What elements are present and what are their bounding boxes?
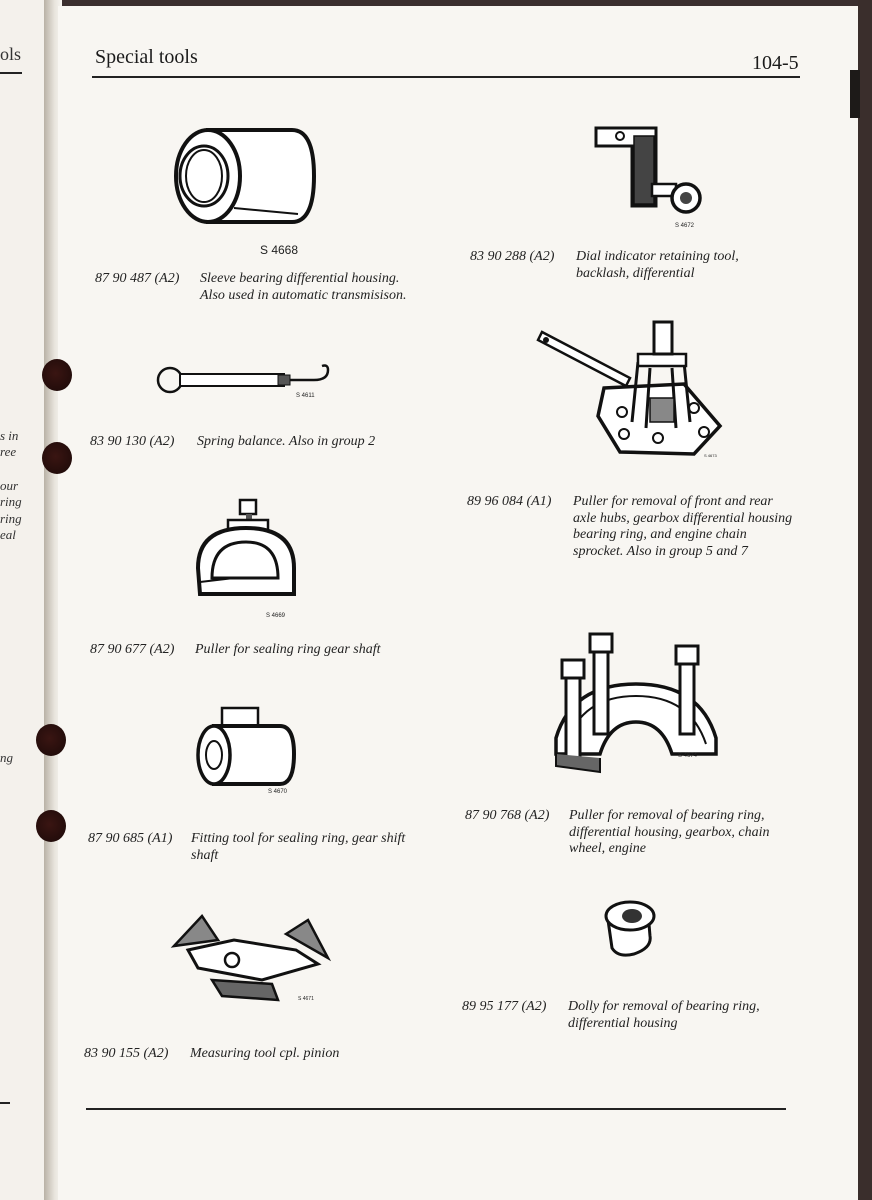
part-number: 87 90 487 (A2) bbox=[95, 271, 180, 286]
tool-description: Puller for sealing ring gear shaft bbox=[195, 642, 381, 657]
figure-label: S 4670 bbox=[268, 789, 288, 795]
figure-label: S 4673 bbox=[704, 453, 717, 458]
prev-page-rule bbox=[0, 72, 22, 74]
tool-description: Measuring tool cpl. pinion bbox=[190, 1046, 340, 1061]
figure-label: S 4674 bbox=[678, 753, 698, 759]
tool-description: Puller for removal of front and rear axle hubs, gearbox differential housing bearing ring, and engine chain sprocket. Also in group 5 and 7 bbox=[573, 494, 793, 559]
index-tab bbox=[850, 70, 860, 118]
part-number: 83 90 155 (A2) bbox=[84, 1046, 169, 1061]
sleeve-bearing-figure bbox=[168, 122, 320, 234]
part-number: 89 96 084 (A1) bbox=[467, 494, 552, 509]
header-rule bbox=[92, 76, 800, 78]
prev-page-fragment: ree bbox=[0, 444, 17, 459]
tool-description: Spring balance. Also in group 2 bbox=[197, 434, 376, 449]
part-number: 83 90 288 (A2) bbox=[470, 249, 555, 264]
part-number: 87 90 685 (A1) bbox=[88, 831, 173, 846]
binder-hole bbox=[36, 810, 66, 842]
bearing-ring-puller-figure bbox=[552, 626, 720, 774]
previous-page-edge bbox=[0, 0, 45, 1200]
prev-page-fragment: ng bbox=[0, 750, 13, 765]
tool-description: Dial indicator retaining tool, backlash, differential bbox=[576, 249, 739, 281]
prev-page-fragment: ring bbox=[0, 494, 22, 509]
prev-page-rule bbox=[0, 1102, 10, 1104]
fitting-tool-figure bbox=[196, 706, 296, 796]
part-number: 89 95 177 (A2) bbox=[462, 999, 547, 1014]
page-title: Special tools bbox=[95, 46, 198, 68]
dolly-figure bbox=[602, 898, 660, 960]
binder-hole bbox=[42, 359, 72, 391]
prev-page-fragment: ring bbox=[0, 511, 22, 526]
hub-puller-figure bbox=[534, 318, 726, 462]
tool-description: Puller for removal of bearing ring, differential housing, gearbox, chain wheel, engine bbox=[569, 808, 770, 856]
measuring-tool-figure bbox=[168, 910, 332, 1006]
prev-page-fragment: our bbox=[0, 478, 19, 493]
figure-label: S 4672 bbox=[675, 223, 695, 229]
binder-hole bbox=[36, 724, 66, 756]
figure-label: S 4671 bbox=[298, 996, 314, 1002]
part-number: 83 90 130 (A2) bbox=[90, 434, 175, 449]
binder-hole bbox=[42, 442, 72, 474]
prev-page-fragment: eal bbox=[0, 527, 16, 542]
tool-description: Sleeve bearing differential housing. Also used in automatic transmisison. bbox=[200, 271, 407, 303]
tool-description: Fitting tool for sealing ring, gear shift shaft bbox=[191, 831, 406, 863]
tool-description: Dolly for removal of bearing ring, differential housing bbox=[568, 999, 760, 1031]
prev-page-fragment: ols bbox=[0, 44, 22, 64]
figure-label: S 4668 bbox=[260, 243, 299, 257]
figure-label: S 4611 bbox=[296, 393, 315, 399]
sealing-ring-puller-figure bbox=[190, 494, 302, 606]
footer-rule bbox=[86, 1108, 786, 1110]
dial-indicator-retainer-figure bbox=[590, 124, 706, 218]
prev-page-fragment: s in bbox=[0, 428, 19, 443]
part-number: 87 90 677 (A2) bbox=[90, 642, 175, 657]
page-number: 104-5 bbox=[752, 52, 799, 74]
page-edge bbox=[858, 0, 872, 1200]
figure-label: S 4669 bbox=[266, 613, 286, 619]
part-number: 87 90 768 (A2) bbox=[465, 808, 550, 823]
